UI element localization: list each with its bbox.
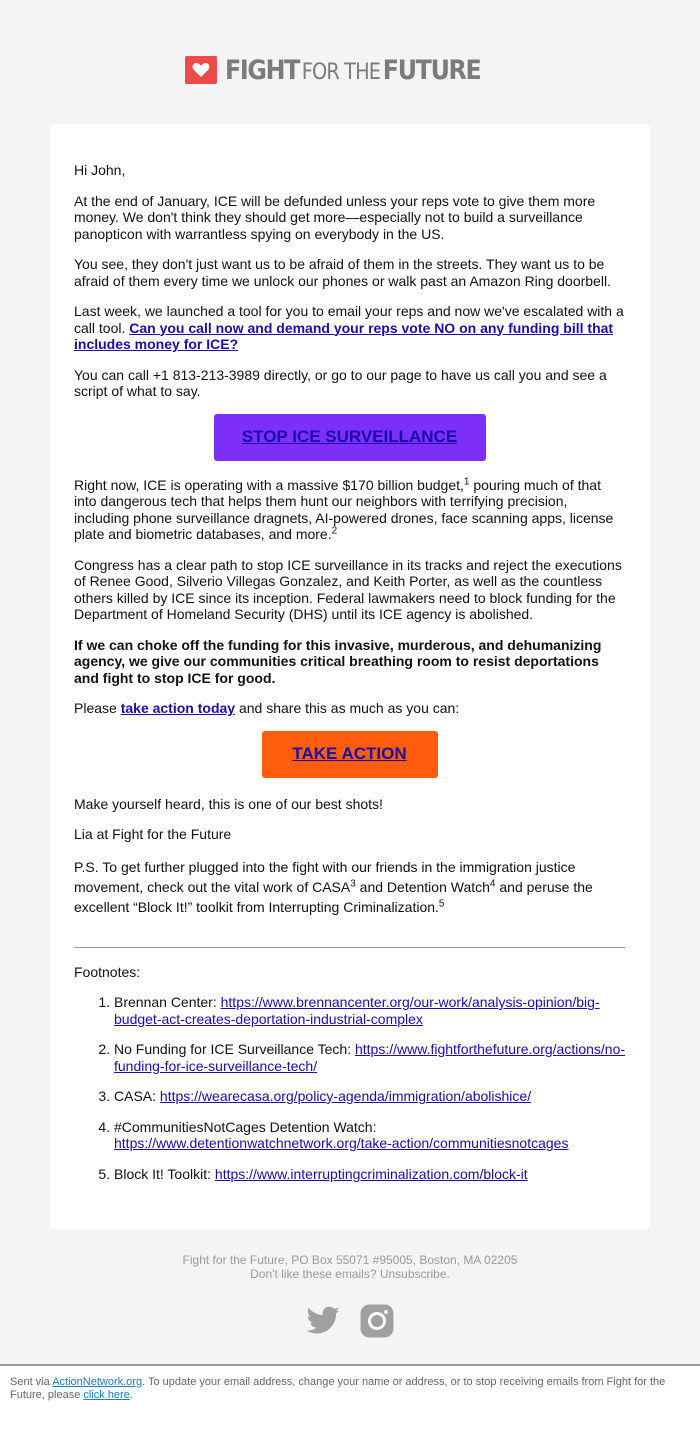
footnote-link[interactable]: https://www.detentionwatchnetwork.org/take-action/communitiesnotcages [114,1135,569,1151]
footnote-ref-4: 4 [489,877,496,889]
footnotes-list [74,994,625,1182]
fight-for-the-future-logo[interactable] [185,55,515,86]
footnote-item: 1. Brennan Center: https://www.brennancenter.org/our-work/analysis-opinion/big-budget-act-creates-deportation-industrial-complex [114,994,625,1027]
footnote-ref-5: 5 [438,897,445,909]
twitter-icon[interactable] [305,1303,341,1339]
sent-via-bar: Sent via ActionNetwork.org. To update your email address, change your name or address, or to stop receiving emails from Fight for the Future, please click here. [0,1364,700,1432]
signature: Lia at Fight for the Future [74,826,232,842]
paragraph-3: Last week, we launched a tool for you to email your reps and now we've escalated with a call tool. Can you call now and demand your reps vote NO on any funding bill that includes money for ICE? [74,303,624,352]
postscript: P.S. To get further plugged into the fight with our friends in the immigration justice movement, check out the vital work of CASA$^3$ and Detention Watch$^4$ and peruse the excellent “Block It!” toolkit from Interrupting Criminalization.$^5$ [74,858,593,915]
footnote-link[interactable]: https://www.interruptingcriminalization.com/block-it [214,1165,528,1182]
footnote-ref-2: 2 [331,525,338,537]
email-body [50,124,650,1229]
take-action-button[interactable]: TAKE ACTION [262,731,438,778]
footnote-link[interactable]: https://www.fightforthefuture.org/actions/no-funding-for-ice-surveillance-tech/ [114,1041,626,1074]
footer-address: Fight for the Future, PO Box 55071 #95005, Boston, MA 02205 [182,1253,518,1267]
paragraph-1: At the end of January, ICE will be defunded unless your reps vote to give them more money. We don't think they should get more—especially not to build a surveillance panopticon with warrantless spying on everybody in the US. [74,192,596,242]
call-reps-link[interactable]: Can you call now and demand your reps vote NO on any funding bill that includes money for ICE? [74,319,614,352]
paragraph-2: You see, they don't just want us to be afraid of them in the streets. They want us to be afraid of them every time we unlock our phones or walk past an Amazon Ring doorbell. [74,256,611,289]
instagram-icon[interactable] [359,1303,395,1339]
paragraph-5: Right now, ICE is operating with a massive $170 billion budget,$^1$ pouring much of that into dangerous tech that helps them hunt our neighbors with terrifying precision, including phone surveillance dragnets, AI-powered drones, face scanning apps, license plate and biometric databases, and more.$^2$ [74,475,614,542]
footnote-ref-1: 1 [463,475,470,487]
footer-address-block [0,1253,700,1281]
logo-text: FIGHT FOR THEFUTURE [224,54,481,86]
unsubscribe-text[interactable]: Don't like these emails? Unsubscribe. [250,1267,450,1281]
social-links [0,1303,700,1339]
footnotes-title: Footnotes: [74,963,141,980]
footnote-item: 2. No Funding for ICE Surveillance Tech: https://www.fightforthefuture.org/actions/no-funding-for-ice-surveillance-tech/ [114,1041,625,1074]
paragraph-4: You can call +1 813-213-3989 directly, or go to our page to have us call you and see a script of what to say. [74,366,607,399]
take-action-today-link[interactable]: take action today [120,700,236,716]
actionnetwork-link[interactable]: ActionNetwork.org [52,1376,143,1388]
click-here-link[interactable]: click here [83,1389,130,1401]
greeting: Hi John, [74,162,126,178]
header [0,52,700,88]
paragraph-8: Please take action today and share this as much as you can: [74,700,460,716]
footnote-link[interactable]: https://wearecasa.org/policy-agenda/immigration/abolishice/ [159,1088,532,1104]
paragraph-9: Make yourself heard, this is one of our best shots! [74,795,383,812]
footnote-item: 5. Block It! Toolkit: https://www.interruptingcriminalization.com/block-it [114,1166,625,1183]
footnote-item: 3. CASA: https://wearecasa.org/policy-agenda/immigration/abolishice/ [114,1088,625,1105]
footnote-item: 4. #CommunitiesNotCages Detention Watch: https://www.detentionwatchnetwork.org/take-action/communitiesnotcages [114,1119,625,1152]
paragraph-6: Congress has a clear path to stop ICE surveillance in its tracks and reject the executions of Renee Good, Silverio Villegas Gonzalez, and Keith Porter, as well as the countless others killed by ICE since its inception. Federal lawmakers need to block funding for the Department of Homeland Security (DHS) until its ICE agency is abolished. [74,556,622,622]
footnote-ref-3: 3 [350,877,356,889]
paragraph-7: If we can choke off the funding for this invasive, murderous, and dehumanizing agency, we give our communities critical breathing room to resist deportations and fight to stop ICE for good. [74,636,602,686]
heart-icon [185,56,217,84]
stop-ice-surveillance-button[interactable]: STOP ICE SURVEILLANCE [214,414,486,461]
divider [74,947,625,948]
footnote-link[interactable]: https://www.brennancenter.org/our-work/analysis-opinion/big-budget-act-creates-deportation-industrial-complex [114,994,600,1027]
